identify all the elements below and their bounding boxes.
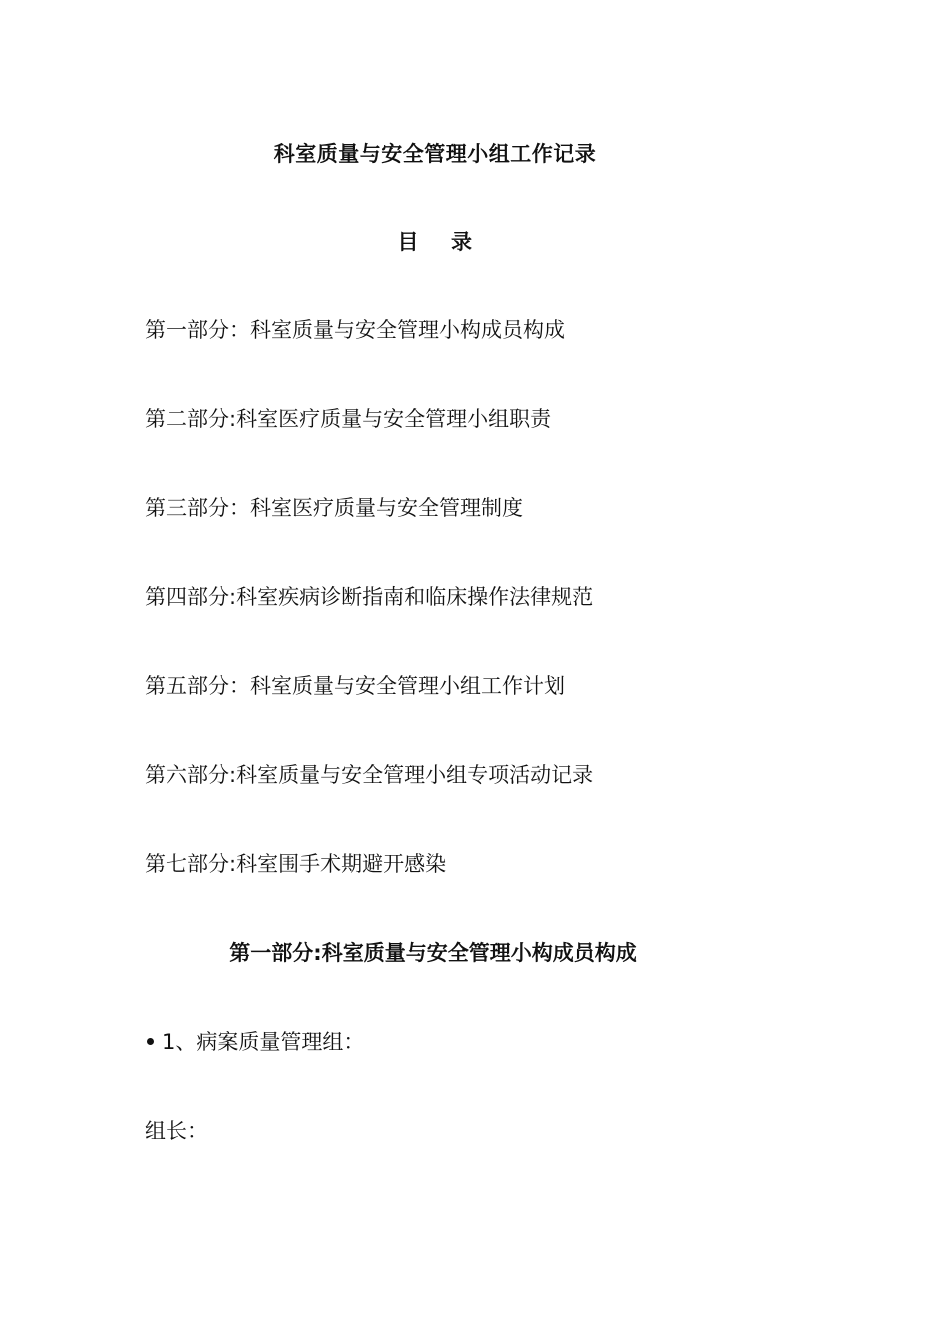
section-title: 第一部分:科室质量与安全管理小构成员构成 <box>229 941 637 965</box>
bullet-list-item <box>145 1026 364 1056</box>
toc-heading <box>0 226 870 256</box>
toc-item-1: 第一部分：科室质量与安全管理小构成员构成 <box>145 318 565 342</box>
toc-heading-char-2: 录 <box>451 230 473 254</box>
toc-item-4: 第四部分:科室疾病诊断指南和临床操作法律规范 <box>145 585 594 609</box>
toc-item-7: 第七部分:科室围手术期避开感染 <box>145 852 447 876</box>
toc-item-6: 第六部分:科室质量与安全管理小组专项活动记录 <box>145 763 594 787</box>
bullet-icon <box>147 1038 154 1045</box>
toc-item-2: 第二部分:科室医疗质量与安全管理小组职责 <box>145 407 552 431</box>
toc-item-3: 第三部分：科室医疗质量与安全管理制度 <box>145 496 523 520</box>
document-title: 科室质量与安全管理小组工作记录 <box>273 142 597 166</box>
bullet-item-text: 1、病案质量管理组： <box>162 1030 365 1054</box>
toc-item-5: 第五部分：科室质量与安全管理小组工作计划 <box>145 674 565 698</box>
toc-heading-char-1: 目 <box>397 230 419 254</box>
leader-label: 组长： <box>145 1119 208 1143</box>
